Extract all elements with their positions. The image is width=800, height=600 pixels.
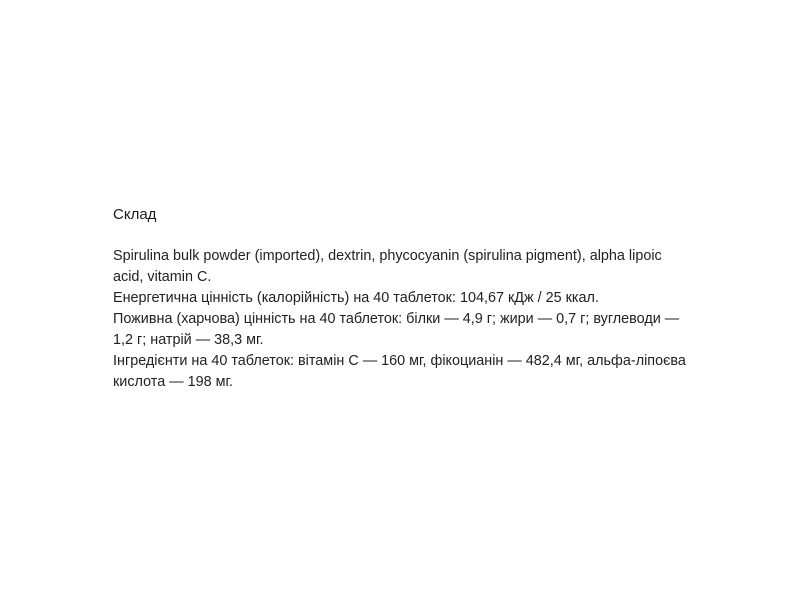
section-title: Склад (113, 206, 157, 223)
ingredients-line: Spirulina bulk powder (imported), dextrin, phycocyanin (spirulina pigment), alpha lipoic acid, vitamin C. (113, 248, 662, 285)
composition-section (113, 204, 693, 393)
nutrition-value-line: Поживна (харчова) цінність на 40 таблеток: білки — 4,9 г; жири — 0,7 г; вуглеводи — 1,2 г; натрій — 38,3 мг. (113, 311, 680, 348)
energy-value-line: Енергетична цінність (калорійність) на 40 таблеток: 104,67 кДж / 25 ккал. (113, 290, 599, 306)
composition-text (113, 246, 693, 393)
active-ingredients-line: Інгредієнти на 40 таблеток: вітамін С — 160 мг, фікоцианін — 482,4 мг, альфа-ліпоєва кислота — 198 мг. (113, 353, 686, 390)
